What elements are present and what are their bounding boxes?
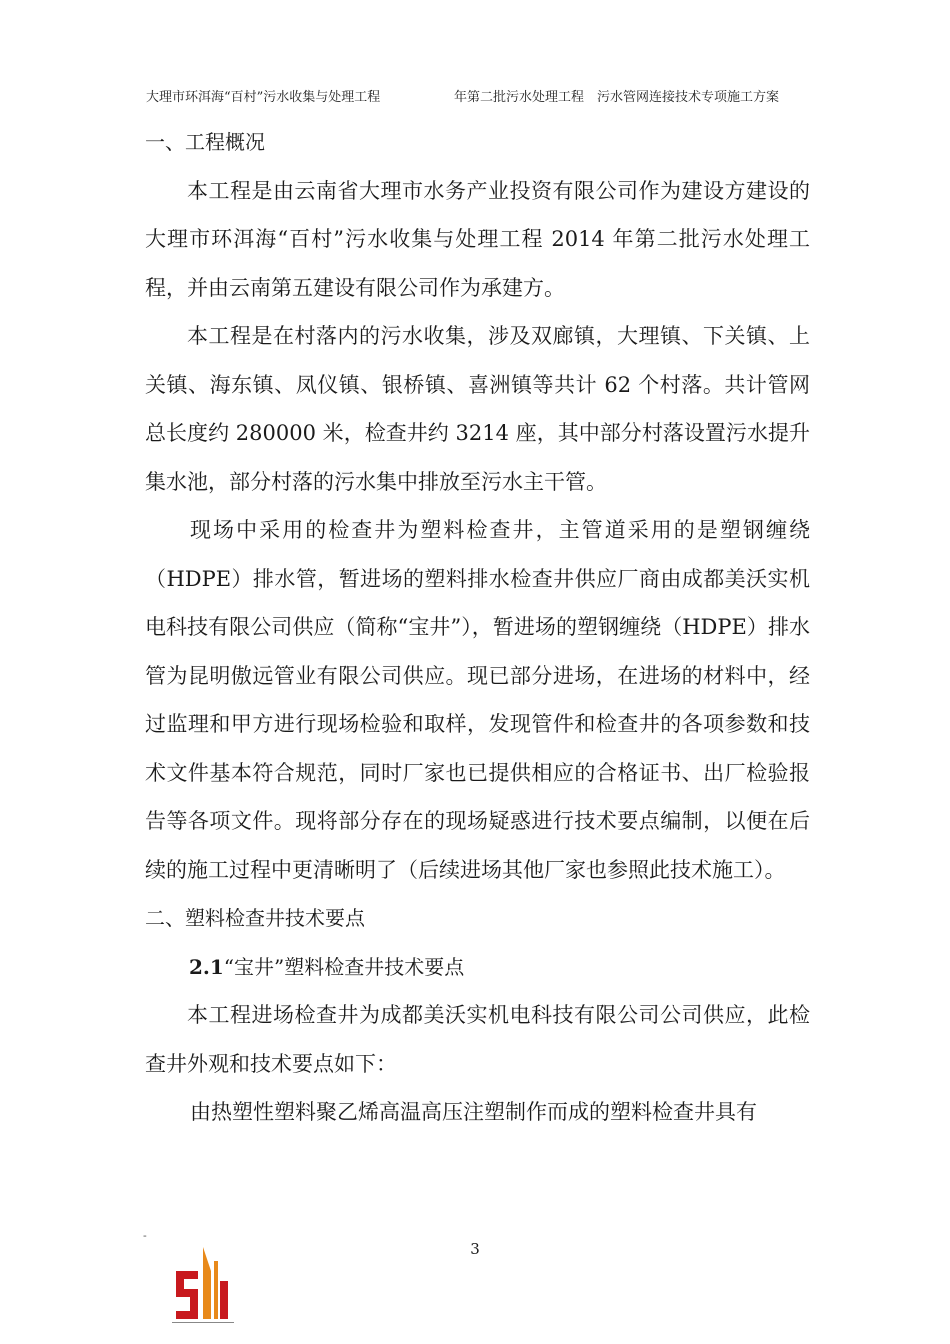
subsection-2-1-heading [145, 943, 810, 992]
header-document-title: 年第二批污水处理工程 污水管网连接技术专项施工方案 [454, 90, 780, 105]
page-number: 3 [470, 1240, 480, 1258]
paragraph-2: 本工程是在村落内的污水收集，涉及双廊镇，大理镇、下关镇、上关镇、海东镇、凤仪镇、银桥镇、喜洲镇等共计 62 个村落。共计管网总长度约 280000 米，检查井约 3214 座，其中部分村落设置污水提升集水池，部分村落的污水集中排放至污水主干管。 [145, 324, 810, 494]
paragraph-5: 由热塑性塑料聚乙烯高温高压注塑制作而成的塑料检查井具有 [190, 1100, 757, 1124]
paragraph-4: 本工程进场检查井为成都美沃实机电科技有限公司公司供应，此检查井外观和技术要点如下： [145, 1003, 810, 1076]
subsection-number: 2.1 [189, 954, 224, 979]
paragraph-3: 现场中采用的检查井为塑料检查井，主管道采用的是塑钢缠绕（HDPE）排水管，暂进场的塑料排水检查井供应厂商由成都美沃实机电科技有限公司供应（简称“宝井”），暂进场的塑钢缠绕（HDPE）排水管为昆明傲远管业有限公司供应。现已部分进场，在进场的材料中，经过监理和甲方进行现场检验和取样，发现管件和检查井的各项参数和技术文件基本符合规范，同时厂家也已提供相应的合格证书、出厂检验报告等各项文件。现将部分存在的现场疑惑进行技术要点编制，以便在后续的施工过程中更清晰明了（后续进场其他厂家也参照此技术施工）。 [145, 518, 810, 882]
section-2-heading: 二、塑料检查井技术要点 [145, 906, 365, 930]
header-project-name: 大理市环洱海“百村”污水收集与处理工程 [146, 90, 381, 105]
subsection-title: “宝井”塑料检查井技术要点 [223, 954, 465, 979]
section-1-heading: 一、工程概况 [145, 130, 265, 154]
company-logo-icon [170, 1245, 236, 1337]
document-body [145, 118, 810, 1137]
paragraph-1: 本工程是由云南省大理市水务产业投资有限公司作为建设方建设的大理市环洱海“百村”污水收集与处理工程 2014 年第二批污水处理工程，并由云南第五建设有限公司作为承建方。 [145, 178, 810, 300]
corner-mark: - [143, 1229, 147, 1242]
